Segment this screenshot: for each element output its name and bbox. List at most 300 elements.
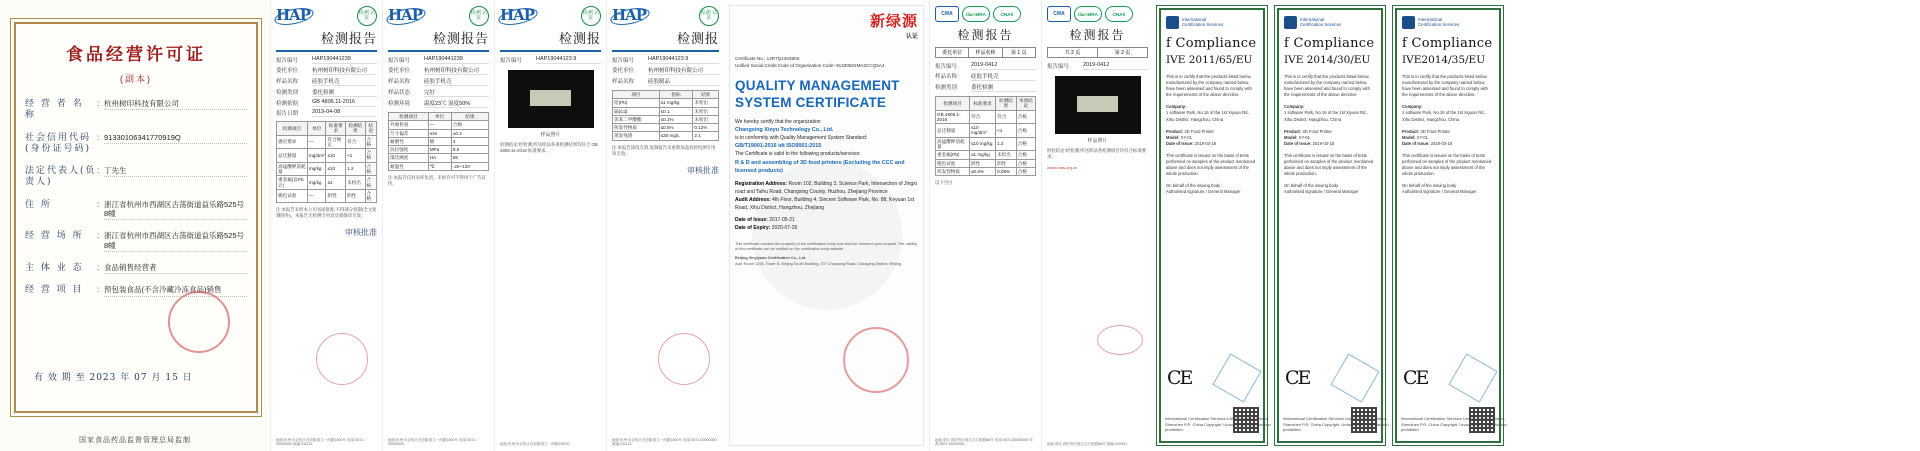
column-header: 结果: [451, 113, 488, 121]
statement-text: This is to certify that the products listed below, manufactured by the company named below, have been assessed and found to comply with the requirements of the above directive.: [1284, 74, 1370, 98]
divider: [388, 50, 489, 52]
cell: HA: [428, 154, 451, 162]
colon: :: [97, 132, 100, 142]
field-value: 完好: [424, 88, 489, 97]
results-table: [612, 90, 719, 141]
license-validity: [34, 370, 238, 383]
field-label: 报告编号: [388, 58, 411, 64]
cell: 合格: [1016, 151, 1035, 159]
cell: 邵氏硬度: [389, 154, 429, 162]
field-value: 硅胶手机壳: [424, 77, 489, 86]
cell: 合格: [1016, 137, 1035, 151]
license-row: [25, 263, 247, 274]
report-title: 检测报: [558, 32, 601, 47]
license-row: [25, 231, 247, 252]
validity-year: 2023: [89, 373, 117, 383]
cell: 未检出: [693, 115, 719, 123]
organization-name: Changxing Xinyu Technology Co., Ltd.: [735, 127, 834, 134]
certificate-number-label: Certificate No.:: [735, 56, 766, 61]
table-row: [389, 137, 489, 145]
cell: 合格: [365, 162, 376, 176]
cell: ≤0.5%: [969, 167, 995, 175]
report-field: [612, 66, 719, 75]
issue-date-value: 2019-03-18: [1430, 140, 1453, 146]
report-title: 检测报: [676, 32, 719, 47]
certificate-title: f Compliance: [1284, 36, 1375, 51]
certificate-note: This certificate is issued on the basis of tests performed on samples of the product mentioned above and does not imply assessment of the whole production.: [1402, 152, 1492, 177]
audit-address-label: Audit Address:: [735, 196, 771, 203]
subheader-cell: 共 2 页: [1048, 48, 1098, 57]
report-field: [276, 88, 377, 97]
issuer-name-line2: Certification Services: [1182, 21, 1224, 27]
cell: 感官要求: [277, 135, 308, 149]
report-note: 注:本报告仅对来样负责。未经许可不得用于广告宣传。: [388, 174, 486, 186]
report-footer: 地址:杭州市余杭区仓前街道文一西路1500号 电话:0571-00000000 邮编:311121: [612, 437, 717, 447]
field-label: 检测环境: [388, 101, 411, 107]
report-subheader: [935, 47, 1036, 58]
model-label: Model:: [1402, 134, 1416, 140]
report-header: [276, 6, 377, 26]
table-row: [613, 107, 719, 115]
cell: ≤10 mg/dm²: [969, 124, 995, 138]
certificate-title: f Compliance: [1166, 36, 1257, 51]
field-value: HAP19044123 9: [648, 56, 719, 64]
field-value: GB 4806.11-2016: [312, 99, 377, 107]
certificate-note: This certificate is issued on the basis of tests performed on samples of the product mentioned above and does not imply assessment of the whole production.: [1166, 152, 1256, 177]
cell: —: [428, 121, 451, 129]
field-value: 硅胶制品: [648, 77, 719, 86]
report-field: [500, 56, 601, 64]
official-seal: [168, 291, 230, 353]
report-field: [612, 77, 719, 86]
certification-seal: [843, 327, 909, 393]
cell: ≤1 mg/kg: [969, 151, 995, 159]
report-note: 以下空白: [935, 180, 953, 186]
credit-code-label: Unified Social Credit Code of Organization Code:: [735, 62, 835, 68]
table-row: [613, 132, 719, 140]
field-label: 样品名称: [388, 79, 411, 85]
certificate-footer: International Certification Services Unit 5, Longhua District, Shenzhen P.R. China Copyright. Unauthorised reproduction prohibited.: [1401, 416, 1507, 433]
certification-badge-icon: 检测 认证: [357, 6, 377, 26]
report-field: [388, 88, 489, 97]
field-label: 样品名称: [612, 79, 635, 85]
cell: 符合: [969, 110, 995, 124]
report-stamp: [1097, 325, 1143, 355]
cell: ≤0.1: [659, 107, 693, 115]
ilac-mra-badge-icon: ilac-MRA: [962, 6, 990, 22]
license-field-value: 丁先生: [104, 166, 247, 177]
column-header: 单项结论: [1016, 97, 1035, 111]
cell: mg/kg: [307, 176, 326, 190]
company-label: Company:: [1402, 104, 1423, 110]
issue-date-label: Date of Issue:: [735, 217, 768, 224]
eu-certificate-rohs: [1153, 0, 1271, 451]
issue-date-value: 2019-03-18: [1312, 140, 1335, 146]
cell: ≤10 mg/kg: [969, 137, 995, 151]
table-header-row: [936, 97, 1036, 111]
audit-address-value: 4th Floor, Building 4, Sincere Software Park, No. 88, Keyuan 1st Road, Xihu District, Hangzhou, Zhejiang: [735, 196, 915, 211]
cell: ≤30 mg/L: [659, 132, 693, 140]
cell: ℃: [428, 162, 451, 170]
hap-test-report-3: [494, 0, 606, 451]
hap-logo-icon: HAP: [500, 6, 535, 24]
signature: 审核批准: [345, 228, 377, 238]
cell: 高锰酸钾消耗量: [278, 163, 306, 174]
report-field: [935, 83, 1036, 92]
scope-title: The Certificate is valid to the following products/services:: [735, 150, 861, 157]
cell: 1.2: [996, 137, 1017, 151]
credit-code-line: [735, 63, 918, 70]
results-table: [388, 112, 489, 171]
certificate-meta: [735, 56, 918, 70]
cell: 阴性: [969, 159, 995, 167]
certificate-note: This certificate is issued on the basis of tests performed on samples of the product mentioned above and does not imply assessment of the whole production.: [1284, 152, 1374, 177]
table-header-row: [389, 113, 489, 121]
cell: 邻苯二甲酸酯: [613, 115, 660, 123]
model-label: Model:: [1284, 134, 1298, 140]
license-field-label: 经 营 项 目: [25, 285, 84, 296]
field-value: 2019-0412: [971, 62, 1036, 70]
table-row: [277, 135, 377, 149]
column-header: 检测结果: [996, 97, 1017, 111]
cell: 抗拉强度: [389, 146, 429, 154]
results-table: [276, 121, 377, 203]
signature: 审核批准: [687, 165, 719, 175]
company-label: Company:: [1166, 104, 1187, 110]
credit-code: 91330502MA2CCQ5A4: [836, 62, 885, 68]
cell: 0.12%: [693, 124, 719, 132]
signature-subline: Authorised signature / General Manager: [1166, 189, 1241, 195]
colon: :: [97, 166, 100, 175]
report-stamp: [316, 333, 368, 385]
colon: :: [97, 285, 100, 295]
column-header: 指标: [659, 91, 693, 99]
cnas-badge-icon: CNAS: [993, 6, 1021, 22]
issuer-logo: [735, 10, 918, 40]
column-header: 结果: [693, 91, 719, 99]
certificate-footer: International Certification Services Unit 5, Longhua District, Shenzhen P.R. China Copyright. Unauthorised reproduction prohibited.: [1283, 416, 1389, 433]
cell: —: [307, 189, 326, 203]
validity-month-unit: 月: [151, 373, 162, 383]
issue-date-value: 2017-05-21: [769, 217, 795, 224]
cell: ≤10: [326, 149, 346, 163]
issuer-address: Add: Room 1208, Tower B, Beijing South Building, 207 Chaoyang Road, Chaoyang District, Beijing: [735, 262, 901, 267]
eu-certificate-emc: [1271, 0, 1389, 451]
report-title: 检测报告: [957, 28, 1014, 42]
directive-reference: IVE2014/35/EU: [1402, 54, 1486, 66]
results-table: [935, 96, 1036, 176]
license-border: [14, 22, 258, 413]
license-field-value: 浙江省杭州市西湖区古荡街道益乐路525号8幢: [104, 231, 247, 252]
report-header: [500, 6, 601, 26]
cma-test-report-2: [1041, 0, 1153, 451]
table-row: [389, 146, 489, 154]
license-field-value: 食品销售经营者: [104, 263, 247, 274]
cell: ≤0.5%: [659, 124, 693, 132]
field-value: 委托检测: [312, 88, 377, 97]
colon: :: [97, 263, 100, 272]
cell: 外观检查: [389, 121, 429, 129]
cell: 1.2: [346, 162, 365, 176]
field-value: 委托检测: [971, 83, 1036, 92]
field-label: 样品名称: [276, 79, 299, 85]
cell: 未检出: [996, 151, 1017, 159]
license-row: [25, 99, 247, 122]
report-footer: 地址:杭州市余杭区仓前街道文一西路1500号: [500, 442, 571, 447]
company-address: 1 software Park, No.16 of the 1st Xiyuan Rd., Xihu District, Hangzhou, China: [1166, 110, 1250, 122]
issue-date-label: Date of Issue:: [1402, 140, 1430, 146]
colon: :: [97, 231, 100, 241]
field-value: 硅胶手机壳: [312, 77, 377, 86]
product-value: 3D Food Printer: [1184, 128, 1214, 134]
table-row: [389, 154, 489, 162]
report-field: [276, 56, 377, 64]
validity-day: 15: [165, 373, 179, 383]
cell: 未检出: [346, 176, 365, 190]
cell: 2.1: [693, 132, 719, 140]
product-value: 3D Food Printer: [1302, 128, 1332, 134]
field-value: HAP190441239: [312, 56, 377, 64]
divider: [612, 50, 719, 52]
license-field-label: 社会信用代码 (身份证号码): [25, 132, 92, 154]
report-title: 检测报告: [320, 32, 377, 47]
cell: 合格: [1016, 167, 1035, 175]
intro-text: We hereby certify that the organization: [735, 118, 821, 125]
certification-badge-icon: 检测 认证: [581, 6, 601, 26]
column-header: 单位: [307, 122, 326, 136]
cell: 总迁移量: [936, 124, 970, 138]
field-value: HAP19044123 9: [536, 56, 601, 64]
certification-badge-icon: 检测 认证: [699, 6, 719, 26]
cell: ≤1: [326, 176, 346, 190]
table-row: [277, 176, 377, 190]
cell: 合格: [365, 135, 376, 149]
cnas-badge-icon: CNAS: [1105, 6, 1133, 22]
quality-management-system-certificate: [724, 0, 929, 451]
cell: 挥发性物质: [613, 124, 660, 132]
cnas-website-link[interactable]: www.cnas.org.cn: [1047, 164, 1078, 170]
cell: 合格: [1016, 159, 1035, 167]
certificate-footer: International Certification Services Unit 5, Longhua District, Shenzhen P.R. China Copyright. Unauthorised reproduction prohibited.: [1165, 416, 1271, 433]
field-value: 2019-04-08: [312, 109, 377, 117]
cell: 合格: [365, 189, 376, 203]
field-label: 报告编号: [612, 58, 635, 64]
issuer-name-line2: Certification Services: [1418, 21, 1460, 27]
cell: mg/dm²: [307, 149, 326, 163]
report-field: [935, 72, 1036, 81]
directive-reference: IVE 2014/30/EU: [1284, 54, 1371, 66]
model-label: Model:: [1166, 134, 1180, 140]
cell: 脱色试验: [277, 189, 308, 203]
cell: 未检出: [693, 107, 719, 115]
colon: :: [97, 199, 100, 209]
license-field-value: 91330106341770919Q: [104, 133, 247, 144]
report-stamp: [658, 333, 710, 385]
product-label: Product:: [1402, 128, 1420, 134]
table-row: [277, 162, 377, 176]
column-header: 结论: [365, 122, 376, 136]
field-label: 委托单位: [612, 68, 635, 74]
license-fields: [25, 99, 247, 297]
expiry-date-label: Date of Expiry:: [735, 225, 771, 232]
issue-date-value: 2019-03-18: [1194, 140, 1217, 146]
hap-test-report-2: [382, 0, 494, 451]
table-header-row: [277, 122, 377, 136]
validity-day-unit: 日: [182, 373, 193, 383]
report-field: [276, 77, 377, 86]
standard-name: GB/T19001-2016 idt ISO9001:2015: [735, 143, 822, 150]
issuer-name-line2: Certification Services: [1300, 21, 1342, 27]
issue-date-label: Date of Issue:: [1284, 140, 1312, 146]
report-note: 注:本报告涂改无效,复制报告未重新加盖检验检测专用章无效。: [612, 144, 716, 156]
report-field: [276, 99, 377, 107]
field-label: 报告编号: [935, 64, 958, 70]
cell: GB 4806.1-2016: [936, 110, 970, 124]
field-label: 报告编号: [276, 58, 299, 64]
license-footer: 国家食品药品监督管理总局监制: [79, 437, 191, 444]
cell: 合格: [1016, 124, 1035, 138]
signature-subline: Authorised signature / General Manager: [1284, 189, 1359, 195]
cell: 合格: [451, 121, 488, 129]
issuer-brand-name: 新绿源: [869, 12, 918, 30]
cell: -20~120: [451, 162, 488, 170]
cell: 阴性: [996, 159, 1017, 167]
report-field: [276, 109, 377, 117]
accreditation-logos: [1047, 6, 1148, 22]
divider: [276, 50, 377, 52]
license-field-value: 预包装食品(不含冷藏冷冻食品)销售: [104, 285, 247, 296]
model-value: XY-01: [1180, 134, 1192, 140]
license-row: [25, 166, 247, 189]
field-label: 委托单位: [276, 68, 299, 74]
field-value: 硅胶手机壳: [971, 72, 1036, 81]
license-field-label: 经 营 场 所: [25, 231, 84, 242]
table-row: [613, 99, 719, 107]
cell: 阴性: [346, 189, 365, 203]
subheader-cell: 第 1 页: [1011, 50, 1027, 56]
table-row: [389, 121, 489, 129]
cell: 符合: [996, 110, 1017, 124]
table-row: [936, 137, 1036, 151]
issuer-name: Beijing Xinyiyuan Certification Co., Ltd.: [735, 256, 807, 261]
validity-year-unit: 年: [120, 373, 131, 383]
report-field: [388, 99, 489, 108]
field-value: 杭州树印科技有限公司: [648, 66, 719, 75]
hap-logo-icon: HAP: [612, 6, 647, 24]
cell: ≤1 mg/kg: [659, 99, 693, 107]
signature-subline: Authorised signature / General Manager: [1402, 189, 1477, 195]
table-row: [613, 115, 719, 123]
subheader-cell: 委托单位: [936, 48, 969, 57]
report-footer: 地址:杭州市余杭区仓前街道文一西路1500号 电话:0571-00000000 邮编:311121: [276, 437, 365, 447]
directive-reference: IVE 2011/65/EU: [1166, 54, 1253, 66]
cell: 重金属(Pb): [936, 151, 970, 159]
signature-line: On behalf of the issuing body: [1166, 183, 1221, 189]
table-header-row: [613, 91, 719, 99]
sample-photo: [508, 70, 594, 128]
report-title: 检测报告: [1069, 28, 1126, 42]
subheader-cell: 第 2 页: [1114, 50, 1131, 56]
table-row: [936, 151, 1036, 159]
eu-certificate-lvd: [1389, 0, 1507, 451]
signature-line: On behalf of the issuing body: [1284, 183, 1339, 189]
product-label: Product:: [1166, 128, 1184, 134]
cell: 合格: [1016, 110, 1035, 124]
license-title: 食品经营许可证: [66, 45, 206, 65]
validity-month: 07: [134, 373, 148, 383]
certificate-title-line2: SYSTEM CERTIFICATE: [735, 94, 887, 110]
report-field: [388, 77, 489, 86]
cell: 蒸发残渣: [613, 132, 660, 140]
field-value: 温度23℃ 湿度50%: [424, 99, 489, 108]
ce-mark-icon: CE: [1285, 367, 1310, 389]
field-value: 2019-0412: [1083, 62, 1148, 70]
certificate-title: [735, 78, 918, 112]
report-field: [1047, 62, 1148, 70]
field-label: 报告日期: [276, 111, 299, 117]
cell: 合格: [365, 149, 376, 163]
field-label: 检测类别: [935, 85, 958, 91]
field-label: 委托单位: [388, 68, 411, 74]
certificate-disclaimer: This certificate remains the property of the certification body and must be returned upon request. The validity of this certificate can be verified on the certification body website.: [735, 241, 918, 251]
cell: 符合: [346, 135, 365, 149]
sample-photo: [1055, 76, 1141, 134]
report-subheader: [1047, 47, 1148, 58]
cell: 级: [428, 137, 451, 145]
cell: 脱色试验: [936, 159, 970, 167]
report-note: 注:本报告未经本公司书面批准,不得部分复制(全文复制除外)。本报告无检测专用章及骑缝章无效。: [276, 207, 377, 219]
colon: :: [97, 99, 100, 108]
report-footer: 地址:浙江省杭州市滨江区江陵路88号 电话:0571-00000000 传真:0571-00000001: [935, 437, 1033, 447]
license-row: [25, 133, 247, 156]
table-row: [277, 149, 377, 163]
report-title: 检测报告: [432, 32, 489, 47]
certificate-title-line1: QUALITY MANAGEMENT: [735, 77, 900, 93]
table-row: [389, 162, 489, 170]
certification-badge-icon: 检测 认证: [469, 6, 489, 26]
cell: 合格: [365, 176, 376, 190]
product-label: Product:: [1284, 128, 1302, 134]
statement-text: This is to certify that the products listed below, manufactured by the company named below, have been assessed and found to comply with the requirements of the above directive.: [1166, 74, 1252, 98]
photo-caption: 样品照片: [540, 132, 561, 138]
cell: 4: [451, 137, 488, 145]
report-footer: 地址:浙江省杭州市滨江区江陵路88号 邮编:310051: [1047, 442, 1128, 447]
issuer-name-line1: International: [1182, 16, 1207, 22]
cell: 耐磨性: [389, 137, 429, 145]
field-label: 报告编号: [500, 58, 523, 64]
model-value: XY-01: [1298, 134, 1310, 140]
validity-label: 有 效 期 至: [34, 373, 86, 383]
cma-test-report-1: [929, 0, 1041, 451]
license-field-label: 住 所: [25, 199, 52, 210]
company-address: 1 software Park, No.16 of the 1st Xiyuan Rd., Xihu District, Hangzhou, China: [1402, 110, 1486, 122]
cell: 0.08%: [996, 167, 1017, 175]
license-row: [25, 200, 247, 221]
table-row: [936, 159, 1036, 167]
column-header: 检测项目: [277, 122, 308, 136]
statement-text: This is to certify that the products listed below, manufactured by the company named below, have been assessed and found to comply with the requirements of the above directive.: [1402, 74, 1488, 98]
cell: mg/kg: [307, 162, 326, 176]
company-label: Company:: [1284, 104, 1305, 110]
table-row: [613, 124, 719, 132]
watermark: [752, 160, 902, 310]
license-field-value: 杭州树印科技有限公司: [104, 99, 247, 110]
cell: 55: [451, 154, 488, 162]
license-field-value: 浙江省杭州市西湖区古荡街道益乐路525号8幢: [104, 200, 247, 221]
hap-logo-icon: HAP: [388, 6, 423, 24]
cell: 未检出: [693, 99, 719, 107]
license-subtitle: (副本): [120, 74, 152, 84]
